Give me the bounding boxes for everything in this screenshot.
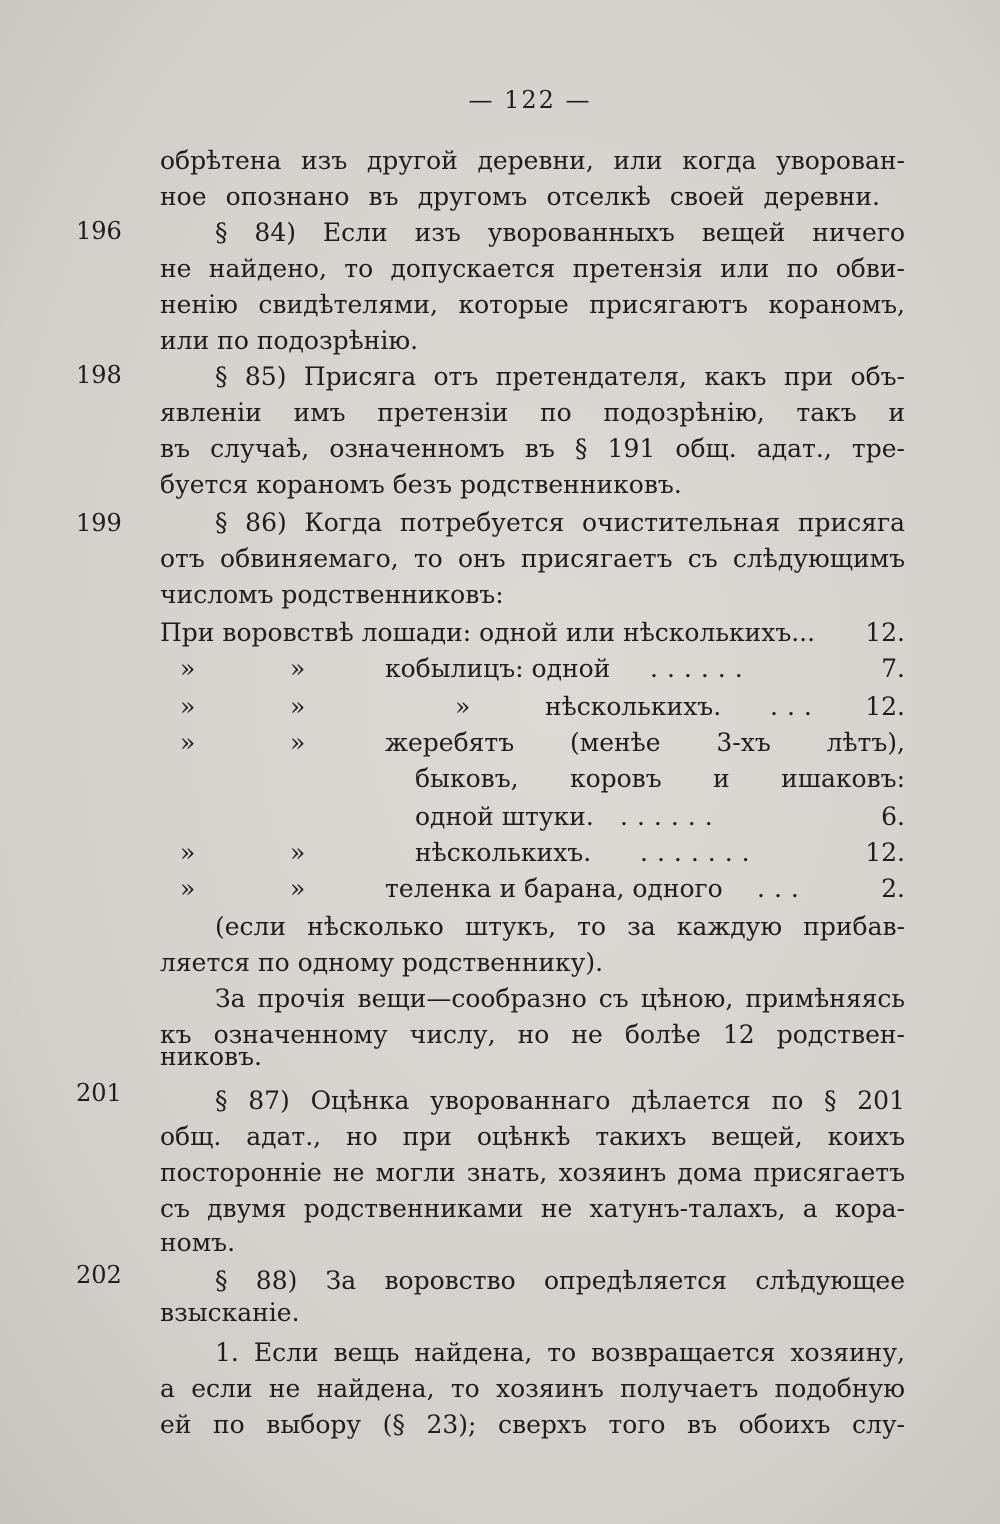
leader-dots: ... bbox=[770, 692, 821, 721]
table-row-text: жеребятъ (менѣе 3-хъ лѣтъ), bbox=[385, 728, 905, 757]
text-line: отъ обвиняемаго, то онъ присягаетъ съ слѣдующимъ bbox=[160, 544, 905, 573]
table-row-number: 2. bbox=[881, 874, 905, 903]
text-line: числомъ родственниковъ: bbox=[160, 580, 504, 609]
text-line: ное опознано въ другомъ отселкѣ своей деревни. bbox=[160, 182, 880, 211]
table-row-number: 7. bbox=[881, 654, 905, 683]
table-row-text: При воровствѣ лошади: одной или нѣсколькихъ... bbox=[160, 618, 816, 647]
text-line: За прочія вещи—сообразно съ цѣною, примѣняясь bbox=[215, 984, 905, 1013]
text-line: § 88) За воровство опредѣляется слѣдующее bbox=[215, 1266, 905, 1295]
ditto-mark: » bbox=[290, 874, 306, 903]
table-row-text: нѣсколькихъ. bbox=[545, 692, 722, 721]
ditto-mark: » bbox=[180, 874, 196, 903]
leader-dots: ... bbox=[757, 874, 808, 903]
margin-number: 198 bbox=[76, 361, 122, 389]
text-line: явленіи имъ претензіи по подозрѣнію, такъ и bbox=[160, 398, 905, 427]
text-line: § 84) Если изъ уворованныхъ вещей ничего bbox=[215, 218, 905, 247]
text-line: взысканіе. bbox=[160, 1298, 300, 1327]
text-line: § 86) Когда потребуется очистительная присяга bbox=[215, 508, 905, 537]
text-line: а если не найдена, то хозяинъ получаетъ подобную bbox=[160, 1374, 905, 1403]
text-line: никовъ. bbox=[160, 1042, 262, 1071]
table-row-number: 12. bbox=[865, 618, 905, 647]
table-row-number: 12. bbox=[865, 692, 905, 721]
text-line: обрѣтена изъ другой деревни, или когда уворован- bbox=[160, 146, 905, 175]
ditto-mark: » bbox=[180, 692, 196, 721]
text-line: (если нѣсколько штукъ, то за каждую прибав- bbox=[215, 912, 905, 941]
text-line: буется кораномъ безъ родственниковъ. bbox=[160, 470, 682, 499]
table-row-number: 12. bbox=[865, 838, 905, 867]
text-line: къ означенному числу, но не болѣе 12 родствен- bbox=[160, 1020, 905, 1049]
ditto-mark: » bbox=[290, 692, 306, 721]
text-line: посторонніе не могли знать, хозяинъ дома присягаетъ bbox=[160, 1158, 905, 1187]
margin-number: 201 bbox=[76, 1079, 122, 1107]
text-line: ляется по одному родственнику). bbox=[160, 948, 604, 977]
text-line: не найдено, то допускается претензія или по обви- bbox=[160, 254, 905, 283]
ditto-mark: » bbox=[290, 654, 306, 683]
ditto-mark: » bbox=[290, 838, 306, 867]
text-line: общ. адат., но при оцѣнкѣ такихъ вещей, коихъ bbox=[160, 1122, 905, 1151]
margin-number: 199 bbox=[76, 509, 122, 537]
text-line: 1. Если вещь найдена, то возвращается хозяину, bbox=[215, 1338, 905, 1367]
table-row-text: быковъ, коровъ и ишаковъ: bbox=[415, 764, 905, 793]
leader-dots: ....... bbox=[640, 838, 759, 867]
table-row-number: 6. bbox=[881, 802, 905, 831]
page-number: — 122 — bbox=[468, 86, 592, 114]
table-row-text: одной штуки. bbox=[415, 802, 594, 831]
text-line: ненію свидѣтелями, которые присягаютъ кораномъ, bbox=[160, 290, 905, 319]
table-row-text: кобылицъ: одной bbox=[385, 654, 611, 683]
text-line: § 87) Оцѣнка уворованнаго дѣлается по § 201 bbox=[215, 1086, 905, 1115]
leader-dots: ...... bbox=[650, 654, 752, 683]
text-line: въ случаѣ, означенномъ въ § 191 общ. адат., тре- bbox=[160, 434, 905, 463]
ditto-mark: » bbox=[180, 728, 196, 757]
text-line: или по подозрѣнію. bbox=[160, 326, 419, 355]
text-line: номъ. bbox=[160, 1228, 236, 1257]
margin-number: 202 bbox=[76, 1261, 122, 1289]
ditto-mark: » bbox=[180, 654, 196, 683]
ditto-mark: » bbox=[180, 838, 196, 867]
text-line: съ двумя родственниками не хатунъ-талахъ, а кора- bbox=[160, 1194, 905, 1223]
leader-dots: ...... bbox=[620, 802, 722, 831]
text-line: § 85) Присяга отъ претендателя, какъ при объ- bbox=[215, 362, 905, 391]
ditto-mark: » bbox=[455, 692, 471, 721]
ditto-mark: » bbox=[290, 728, 306, 757]
text-line: ей по выбору (§ 23); сверхъ того въ обоихъ слу- bbox=[160, 1410, 905, 1439]
margin-number: 196 bbox=[76, 217, 122, 245]
table-row-text: теленка и барана, одного bbox=[385, 874, 723, 903]
table-row-text: нѣсколькихъ. bbox=[415, 838, 592, 867]
